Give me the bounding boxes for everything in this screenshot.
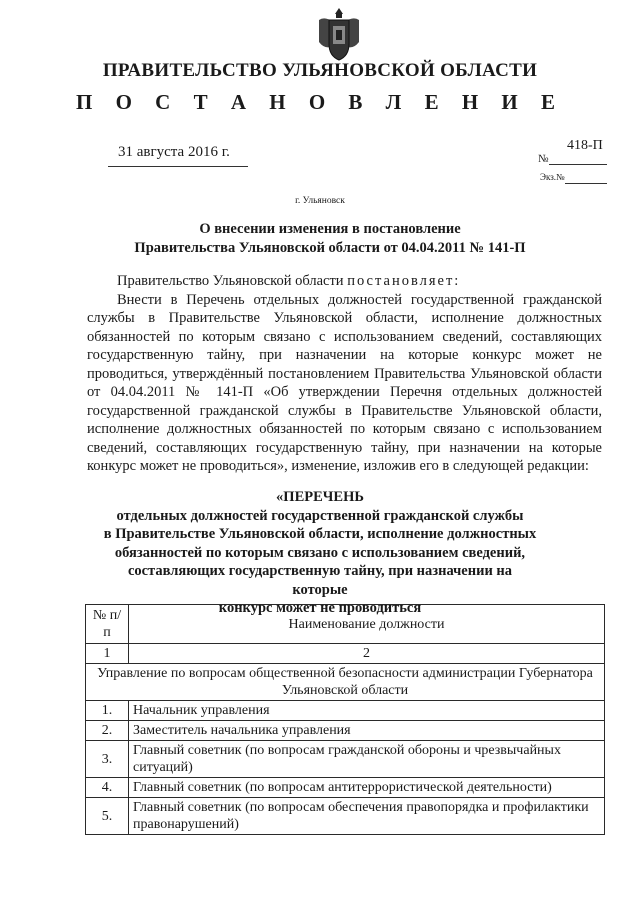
list-title — [100, 488, 540, 618]
copy-underline — [565, 183, 607, 184]
row-number: 4. — [86, 778, 129, 798]
table-row — [86, 741, 605, 778]
table-row — [86, 721, 605, 741]
copy-label: Экз.№ — [540, 172, 565, 182]
list-title-line-3: в Правительстве Ульяновской области, исполнение должностных — [103, 526, 537, 542]
document-number: 418-П — [567, 138, 603, 153]
column-number-2: 2 — [129, 644, 605, 664]
main-paragraph: Внести в Перечень отдельных должностей государственной гражданской службы в Правительстве Ульяновской области, исполнение должностных обязанностей по которым связано с использованием сведений, составляющих государственную тайну, при назначении на которые конкурс может не проводиться, утверждённый постановлением Правительства Ульяновской области от 04.04.2011 № 141-П «Об утверждении Перечня отдельных должностей государственной гражданской службы в Правительстве Ульяновской области, исполнение должностных обязанностей по которым связано с использованием сведений, составляющих государственную тайну, при назначении на которые конкурс может не проводиться», изменение, изложив его в следующей редакции: — [87, 291, 602, 474]
table-row — [86, 798, 605, 835]
row-number: 5. — [86, 798, 129, 835]
document-type: П О С Т А Н О В Л Е Н И Е — [75, 90, 564, 114]
row-position: Главный советник (по вопросам гражданской обороны и чрезвычайных ситуаций) — [129, 741, 605, 778]
body-text — [87, 272, 602, 476]
list-title-line-4: обязанностей по которым связано с использованием сведений, — [114, 544, 526, 561]
document-date: 31 августа 2016 г. — [118, 144, 230, 160]
table-section-row — [86, 664, 605, 701]
table-row — [86, 701, 605, 721]
section-title: Управление по вопросам общественной безопасности администрации Губернатора Ульяновской области — [86, 664, 605, 701]
number-label: № — [538, 153, 549, 165]
document-subject — [60, 220, 600, 258]
row-number: 3. — [86, 741, 129, 778]
list-title-line-1: «ПЕРЕЧЕНЬ — [276, 489, 364, 505]
list-title-line-6: конкурс может не проводиться — [218, 600, 422, 616]
row-number: 2. — [86, 721, 129, 741]
header-number: № п/п — [86, 605, 129, 644]
government-title: ПРАВИТЕЛЬСТВО УЛЬЯНОВСКОЙ ОБЛАСТИ — [102, 60, 538, 81]
table-row — [86, 778, 605, 798]
list-title-line-5: составляющих государственную тайну, при назначении на которые — [127, 563, 513, 598]
preamble-subject: Правительство Ульяновской области — [117, 273, 348, 289]
preamble-verb: постановляет: — [347, 273, 461, 289]
subject-line-1: О внесении изменения в постановление — [199, 221, 461, 237]
row-position: Главный советник (по вопросам обеспечения правопорядка и профилактики правонарушений) — [129, 798, 605, 835]
list-title-line-2: отдельных должностей государственной гражданской службы — [116, 507, 524, 524]
table-header-row — [86, 605, 605, 644]
date-underline — [108, 166, 248, 167]
city: г. Ульяновск — [295, 196, 345, 206]
header-position: Наименование должности — [129, 605, 605, 644]
coat-of-arms-icon — [315, 6, 363, 64]
subject-line-2: Правительства Ульяновской области от 04.04.2011 № 141-П — [134, 240, 526, 256]
positions-table — [85, 604, 605, 835]
number-underline — [549, 164, 607, 165]
table-numbering-row — [86, 644, 605, 664]
row-position: Главный советник (по вопросам антитеррористической деятельности) — [129, 778, 605, 798]
preamble — [87, 272, 602, 291]
row-position: Заместитель начальника управления — [129, 721, 605, 741]
row-number: 1. — [86, 701, 129, 721]
column-number-1: 1 — [86, 644, 129, 664]
row-position: Начальник управления — [129, 701, 605, 721]
